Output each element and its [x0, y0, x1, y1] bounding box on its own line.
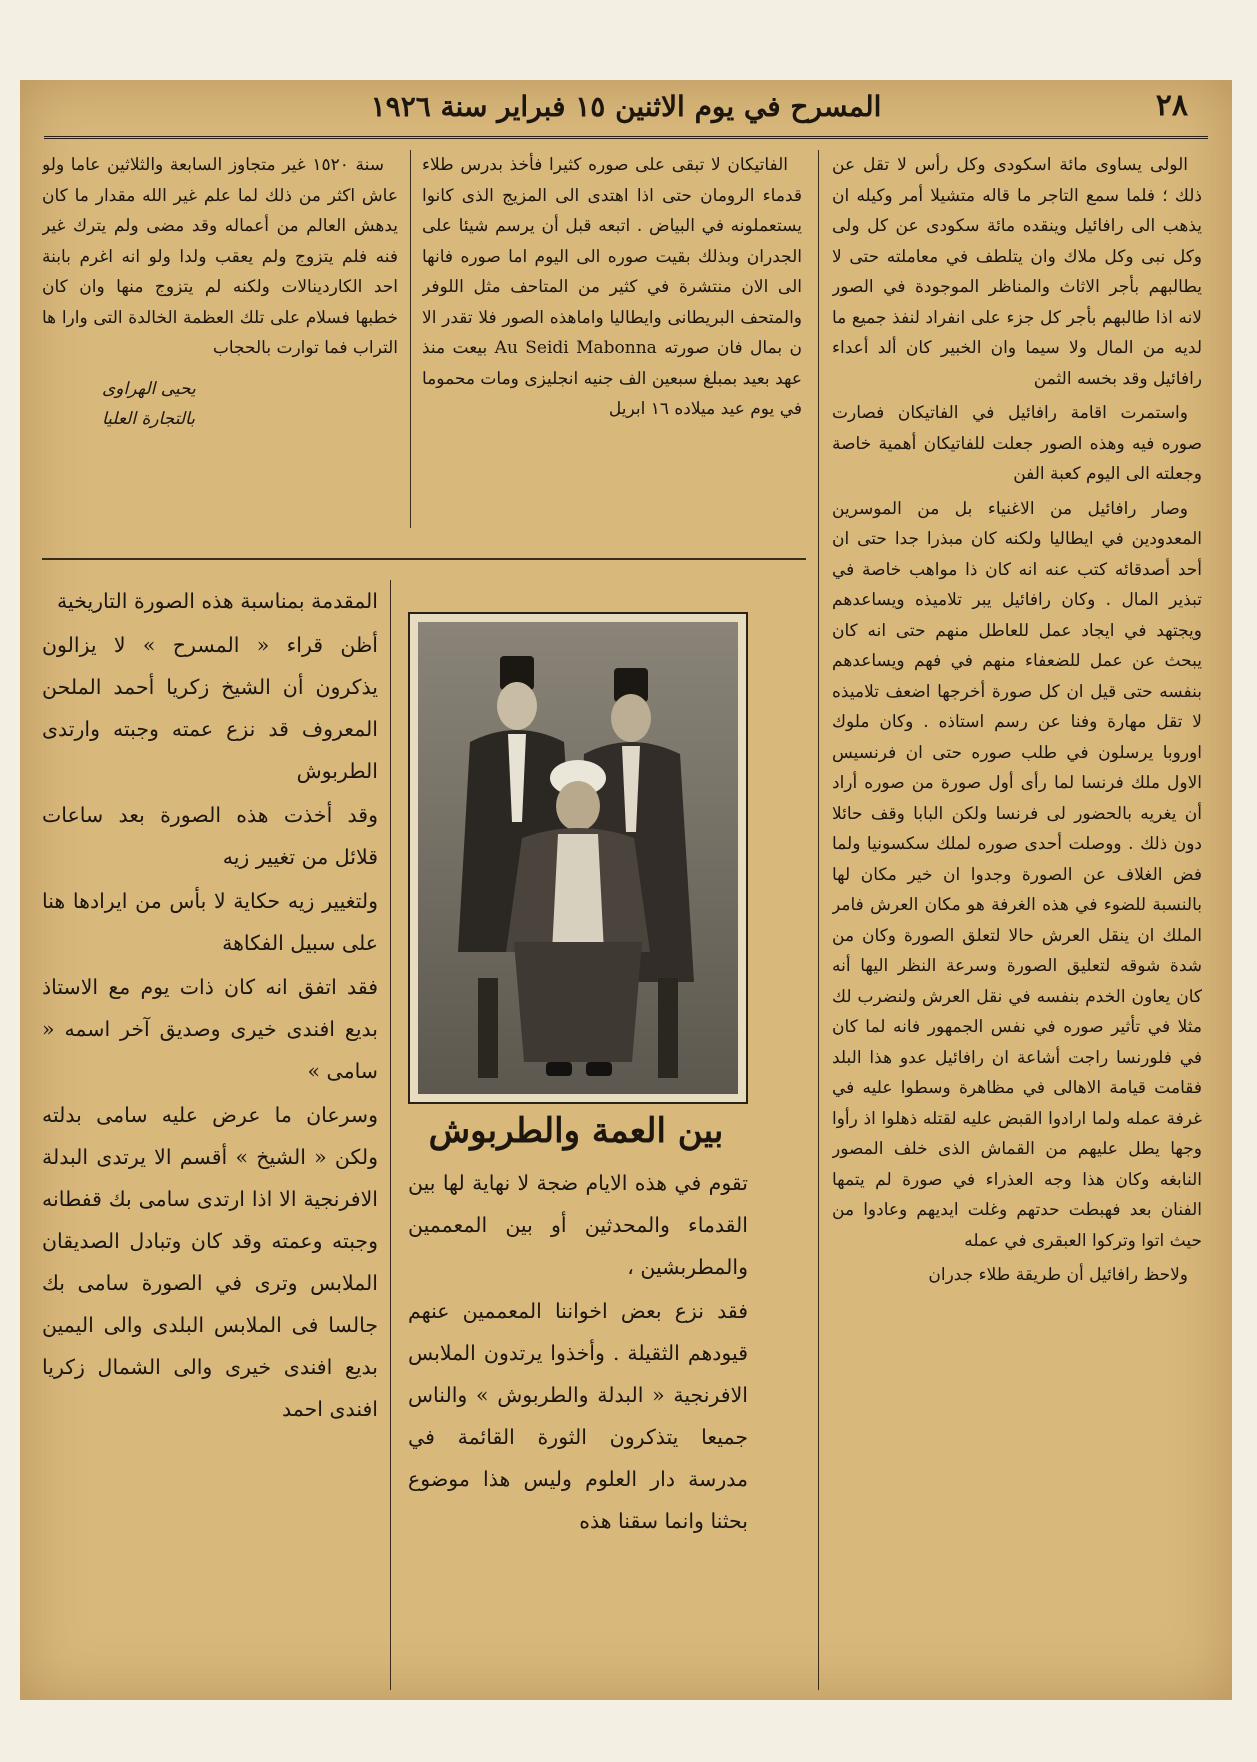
article-paragraph: أظن قراء « المسرح » لا يزالون يذكرون أن الشيخ زكريا أحمد الملحن المعروف قد نزع عمته وجبته وارتدى الطربوش [42, 633, 378, 783]
article-paragraph: المقدمة بمناسبة هذه الصورة التاريخية [57, 589, 378, 613]
right-paragraph: الولى يساوى مائة اسكودى وكل رأس لا تقل عن ذلك ؛ فلما سمع التاجر ما قاله متشيلا أمر وكيله ان يذهب الى رافائيل وينقده مائة سكودى عن كل ولى وكل نبى وكل ملاك وان يتلطف في معاملته حتى لا يطالبهم بأجر الاثاث والمناظر الموجودة في الصور لانه اذا طالبهم بأجر كل جزء على انفراد لنفذ جميع ما لديه من المال ولا سيما وان الخبير كان ألد أعداء رافائيل وقد بخسه الثمن [832, 155, 1202, 389]
section-divider [42, 558, 806, 560]
article-paragraph: وقد أخذت هذه الصورة بعد ساعات قلائل من تغيير زيه [42, 803, 378, 869]
middle-top-paragraph: الفاتيكان لا تبقى على صوره كثيرا فأخذ بدرس طلاء قدماء الرومان حتى اذا اهتدى الى المزيج الذى كانوا يستعملونه في البياض . اتبعه قبل أن يرسم شيئا على الجدران وبذلك بقيت صوره الى اليوم اما صوره فانها الى الان منتشرة في كثير من المتاحف مثل اللوفر والمتحف البريطانى وايطاليا واماهذه الصور فلا تقدر الا ن بمال فان صورته Au Seidi Mabonna بيعت منذ عهد بعيد بمبلغ سبعين الف جنيه انجليزى ومات محموما في يوم عيد ميلاده ١٦ ابريل [422, 155, 802, 419]
right-paragraph: ولاحظ رافائيل أن طريقة طلاء جدران [928, 1265, 1188, 1285]
left-top-paragraph: سنة ١٥٢٠ غير متجاوز السابعة والثلاثين عاما ولو عاش اكثر من ذلك لما علم غير الله مقدار ما كان يدهش العالم من أعماله وقد مضى ولم يترك غير فنه فلم يتزوج ولم يعقب ولدا ولو انه اغرم بابنة احد الكاردينالات ولكنه لم يتزوج منها وان كان خطبها فسلام على تلك العظمة الخالدة التى وارا ها التراب فما توارت بالحجاب [42, 155, 398, 358]
middle-bottom-column [408, 1162, 748, 1690]
portrait-illustration [418, 622, 738, 1094]
group-portrait-photo [408, 612, 748, 1104]
right-column [832, 150, 1202, 1690]
signature-name: يحيى الهراوى [102, 378, 196, 399]
article-paragraph: فقد اتفق انه كان ذات يوم مع الاستاذ بديع افندى خيرى وصديق آخر اسمه « سامى » [42, 975, 378, 1083]
article-headline: بين العمة والطربوش [428, 1111, 724, 1151]
article-paragraph: تقوم في هذه الايام ضجة لا نهاية لها بين القدماء والمحدثين أو بين المعممين والمطربشين ، [408, 1171, 748, 1279]
page-number: ٢٨ [1155, 88, 1188, 123]
left-top-column [42, 150, 398, 528]
signature [42, 374, 398, 435]
article-paragraph: ولتغيير زيه حكاية لا بأس من ايرادها هنا على سبيل الفكاهة [42, 889, 378, 955]
article-paragraph: وسرعان ما عرض عليه سامى بدلته ولكن « الشيخ » أقسم الا يرتدى البدلة الافرنجية الا اذا ارتدى سامى بك قفطانه وجبته وعمته وقد كان وتبادل الصديقان الملابس وترى في الصورة سامى بك جالسا فى الملابس البلدى والى اليمين بديع افندى خيرى والى الشمال زكريا افندى احمد [42, 1103, 378, 1421]
article-paragraph: فقد نزع بعض اخواننا المعممين عنهم قيودهم الثقيلة . وأخذوا يرتدون الملابس الافرنجية « البدلة والطربوش » والناس جميعا يتذكرون الثورة القائمة في مدرسة دار العلوم وليس هذا موضوع بحثنا وانما سقنا هذه [408, 1299, 748, 1533]
page-header [44, 84, 1208, 139]
header-title: المسرح في يوم الاثنين ١٥ فبراير سنة ١٩٢٦ [370, 90, 882, 123]
column-divider [410, 150, 411, 528]
newspaper-page [20, 80, 1232, 1700]
right-paragraph: وصار رافائيل من الاغنياء بل من الموسرين المعدودين في ايطاليا ولكنه كان مبذرا جدا حتى ان أحد أصدقائه كتب عنه انه كان ذا مواهب خاصة في تبذير المال . وكان رافائيل يبر تلاميذه ويساعدهم ويجتهد في ايجاد عمل للعاطل منهم حتى انه كان يبحث عن عمل للضعفاء منهم في فهم ويساعدهم بنفسه حتى قيل ان كل صورة أخرجها اضعف تلاميذه لا تقل مهارة وفنا عن رسم استاذه . وكان ملوك اوروبا يرسلون في طلب صوره حتى ان فرنسيس الاول ملك فرنسا لما رأى أول صورة من صوره أراد أن يغريه بالحضور لى فرنسا ولكن البابا وقف حائلا دون ذلك . ووصلت أحدى صوره لملك سكسونيا ولما فض الغلاف عن الصورة وجدوا ان خير مكان لها بالنسبة للضوء في هذه الغرفة هو مكان العرش فامر الملك ان ينقل العرش حالا لتعلق الصورة وكان من شدة شوقه لتعليق الصورة وسرعة النظر اليها أنه كان يعاون الخدم بنفسه في نقل العرش ولنضرب لك مثلا في تأثير صوره في نفس الجمهور فانه لما كان في فلورنسا راجت أشاعة ان رافائيل عدو هذا البلد فقامت قيامة الاهالى في مظاهرة وسطوا عليه في غرفة عمله ولما ارادوا القبض عليه لقتله ذهلوا اذ رأوا وجها يطل عليهم من القماش الذى خلف المصور النابغه وكان هذا وجه العذراء في صورة لم يتمها الفنان بعد فهبطت حدتهم وغلت ايديهم وعادوا من حيث اتوا وتركوا العبقرى في عمله [832, 498, 1202, 1251]
right-paragraph: واستمرت اقامة رافائيل في الفاتيكان فصارت صوره فيه وهذه الصور جعلت للفاتيكان أهمية خاصة وجعلته الى اليوم كعبة الفن [832, 403, 1202, 484]
middle-top-column [422, 150, 802, 528]
signature-affiliation: بالتجارة العليا [102, 409, 195, 429]
column-divider [818, 150, 819, 1690]
column-divider [390, 580, 391, 1690]
left-bottom-column [42, 580, 378, 1690]
